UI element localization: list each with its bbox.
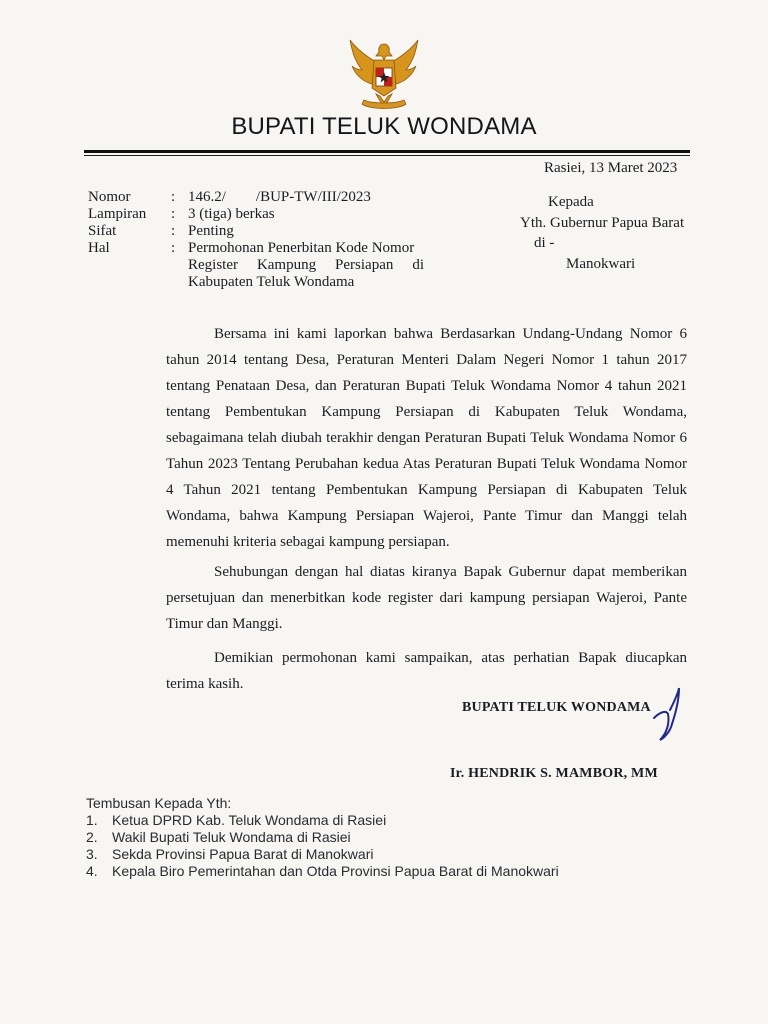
- meta-value-hal-line-1: Permohonan Penerbitan Kode Nomor: [188, 240, 415, 256]
- garuda-emblem-icon: [340, 36, 428, 116]
- letterhead-divider-thin: [84, 155, 690, 156]
- meta-label-nomor: Nomor: [88, 189, 131, 205]
- cc-item-text: Kepala Biro Pemerintahan dan Otda Provinsi Papua Barat di Manokwari: [112, 863, 559, 879]
- recipient-kepada: Kepada: [548, 194, 594, 210]
- cc-item-number: 3.: [86, 846, 98, 862]
- meta-colon: :: [171, 223, 176, 239]
- body-paragraph-2-text: Sehubungan dengan hal diatas kiranya Bapak Gubernur dapat memberikan persetujuan dan menerbitkan kode register dari kampung persiapan Wajeroi, Pante Timur dan Manggi.: [166, 564, 687, 632]
- meta-value-sifat: Penting: [188, 223, 234, 239]
- meta-label-sifat: Sifat: [88, 223, 117, 239]
- meta-colon: :: [171, 189, 176, 205]
- cc-list-item: [86, 812, 559, 829]
- body-paragraph-1: [166, 321, 687, 555]
- body-paragraph-2: [166, 559, 687, 637]
- signature-title: BUPATI TELUK WONDAMA: [462, 700, 651, 715]
- cc-heading: Tembusan Kepada Yth:: [86, 795, 232, 811]
- cc-item-number: 4.: [86, 863, 98, 879]
- meta-label-hal: Hal: [88, 240, 110, 256]
- body-paragraph-3: [166, 645, 687, 697]
- meta-value-lampiran: 3 (tiga) berkas: [188, 206, 275, 222]
- signatory-name: Ir. HENDRIK S. MAMBOR, MM: [450, 766, 658, 781]
- cc-item-text: Sekda Provinsi Papua Barat di Manokwari: [112, 846, 374, 862]
- cc-list-item: [86, 829, 559, 846]
- cc-list-item: [86, 846, 559, 863]
- cc-section: [86, 795, 559, 880]
- meta-label-lampiran: Lampiran: [88, 206, 147, 222]
- body-paragraph-1-text: Bersama ini kami laporkan bahwa Berdasarkan Undang-Undang Nomor 6 tahun 2014 tentang Desa, Peraturan Menteri Dalam Negeri Nomor 1 tahun 2017 tentang Penataan Desa, dan Peraturan Bupati Teluk Wondama Nomor 4 tahun 2021 tentang Pembentukan Kampung Persiapan di Kabupaten Teluk Wondama, sebagaimana telah diubah terakhir dengan Peraturan Bupati Teluk Wondama Nomor 6 Tahun 2023 Tentang Perubahan kedua Atas Peraturan Bupati Teluk Wondama Nomor 4 Tahun 2021 tentang Pembentukan Kampung Persiapan di Kabupaten Teluk Wondama, bahwa Kampung Persiapan Wajeroi, Pante Timur dan Manggi telah memenuhi kriteria sebagai kampung persiapan.: [166, 326, 687, 550]
- letterhead-divider-thick: [84, 150, 690, 153]
- cc-item-number: 2.: [86, 829, 98, 845]
- recipient-yth: Yth. Gubernur Papua Barat: [520, 215, 685, 231]
- letter-date: Rasiei, 13 Maret 2023: [544, 160, 678, 176]
- recipient-place: Manokwari: [566, 256, 636, 272]
- cc-item-text: Ketua DPRD Kab. Teluk Wondama di Rasiei: [112, 812, 387, 828]
- meta-value-hal-line-3: Kabupaten Teluk Wondama: [188, 274, 355, 290]
- meta-value-nomor: 146.2/ /BUP-TW/III/2023: [188, 189, 371, 205]
- body-paragraph-3-text: Demikian permohonan kami sampaikan, atas perhatian Bapak diucapkan terima kasih.: [166, 650, 687, 692]
- recipient-di: di -: [534, 235, 555, 251]
- cc-list-item: [86, 863, 559, 880]
- handwritten-signature-icon: [648, 684, 688, 742]
- meta-value-hal-line-2: Register Kampung Persiapan di: [188, 257, 424, 273]
- cc-list: [86, 812, 559, 880]
- cc-item-number: 1.: [86, 812, 98, 828]
- cc-item-text: Wakil Bupati Teluk Wondama di Rasiei: [112, 829, 351, 845]
- meta-colon: :: [171, 240, 176, 256]
- meta-colon: :: [171, 206, 176, 222]
- letterhead-title: BUPATI TELUK WONDAMA: [231, 113, 537, 140]
